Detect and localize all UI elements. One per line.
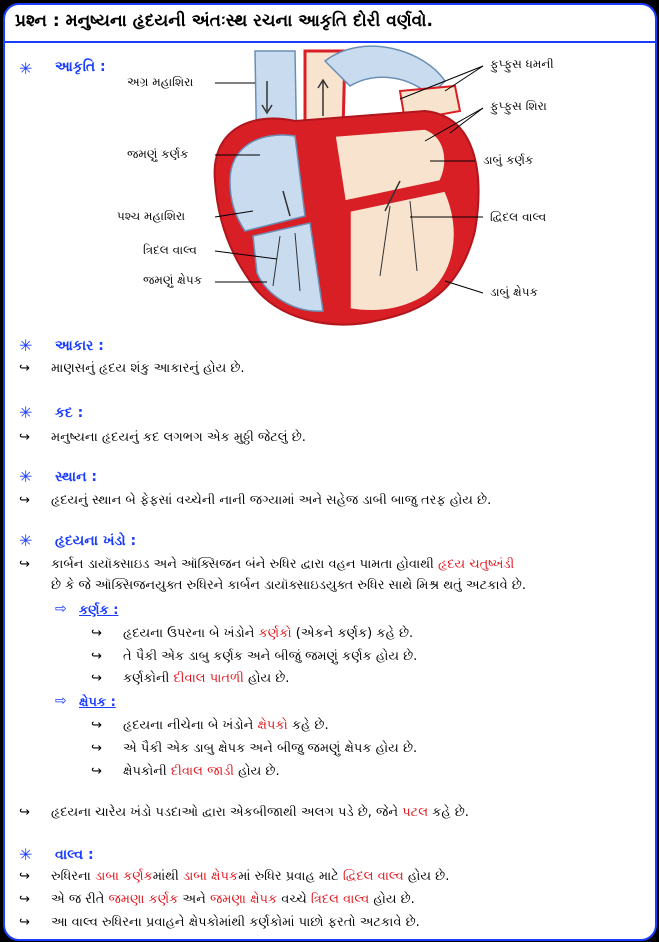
ventricles-subheading: ક્ષેપક : bbox=[79, 695, 116, 710]
valves-line-3: આ વાલ્વ રુધિરના પ્રવાહને ક્ષેપકોમાંથી કર્ણકોમાં પાછો ફરતો અટકાવે છે. bbox=[51, 915, 420, 930]
arrow-bullet-icon: ↪ bbox=[91, 741, 102, 756]
star-bullet-icon: ✳ bbox=[19, 403, 33, 422]
hand-pointer-icon: ⇨ bbox=[55, 601, 67, 617]
label-tricuspid-valve: ત્રિદલ વાલ્વ bbox=[143, 243, 197, 257]
label-pulmonary-vein: ફુપ્ફુસ શિરા bbox=[490, 99, 547, 113]
label-inferior-vena-cava: પશ્ચ મહાશિરા bbox=[117, 209, 186, 223]
valves-line-1: રુધિરના ડાબા કર્ણકમાંથી ડાબા ક્ષેપકમાં રુધિર પ્રવાહ માટે દ્વિદલ વાલ્વ હોય છે. bbox=[51, 869, 450, 884]
atria-line-2: તે પૈકી એક ડાબુ કર્ણક અને બીજું જમણું કર્ણક હોય છે. bbox=[123, 649, 418, 664]
arrow-bullet-icon: ↪ bbox=[19, 915, 30, 930]
document-page bbox=[3, 3, 657, 941]
chambers-intro-line-2: છે કે જે ઑક્સિજનયુક્ત રુધિરને કાર્બન ડાયૉક્સાઇડયુક્ત રુધિર સાથે મિશ્ર થતું અટકાવે છે. bbox=[51, 578, 526, 593]
atria-line-3: કર્ણકોની દીવાલ પાતળી હોય છે. bbox=[123, 671, 290, 686]
location-text: હૃદયનું સ્થાન બે ફેફસાં વચ્ચેની નાની જગ્યામાં અને સહેજ ડાબી બાજુ તરફ હોય છે. bbox=[51, 493, 492, 508]
figure-heading: આકૃતિ : bbox=[55, 59, 106, 75]
page-title: પ્રશ્ન : મનુષ્યના હૃદયની અંતઃસ્થ રચના આકૃતિ દોરી વર્ણવો. bbox=[15, 11, 433, 31]
star-bullet-icon: ✳ bbox=[19, 845, 33, 864]
ventricles-line-1: હૃદયના નીચેના બે ખંડોને ક્ષેપકો કહે છે. bbox=[123, 718, 329, 733]
arrow-bullet-icon: ↪ bbox=[19, 892, 30, 907]
arrow-bullet-icon: ↪ bbox=[19, 869, 30, 884]
arrow-bullet-icon: ↪ bbox=[91, 764, 102, 779]
star-bullet-icon: ✳ bbox=[19, 336, 33, 355]
star-bullet-icon: ✳ bbox=[19, 467, 33, 486]
arrow-bullet-icon: ↪ bbox=[91, 671, 102, 686]
size-text: મનુષ્યના હૃદયનું કદ લગભગ એક મુઠ્ઠી જેટલું છે. bbox=[51, 430, 306, 445]
hand-pointer-icon: ⇨ bbox=[55, 693, 67, 709]
arrow-bullet-icon: ↪ bbox=[19, 430, 30, 445]
arrow-bullet-icon: ↪ bbox=[91, 626, 102, 641]
atria-subheading: કર્ણક : bbox=[79, 603, 119, 618]
star-bullet-icon: ✳ bbox=[19, 531, 33, 550]
shape-heading: આકાર : bbox=[55, 338, 104, 354]
septum-line: હૃદયના ચારેય ખંડો પડદાઓ દ્વારા એકબીજાથી અલગ પડે છે, જેને પટલ કહે છે. bbox=[51, 805, 469, 820]
arrow-bullet-icon: ↪ bbox=[19, 361, 30, 376]
heart-diagram bbox=[5, 41, 655, 341]
ventricles-line-2: એ પૈકી એક ડાબુ ક્ષેપક અને બીજુ જમણું ક્ષેપક હોય છે. bbox=[123, 741, 418, 756]
star-bullet-icon: ✳ bbox=[19, 59, 33, 78]
chambers-intro-line-1: કાર્બન ડાયૉક્સાઇડ અને ઑક્સિજન બંને રુધિર દ્વારા વહન પામતા હોવાથી હૃદય ચતુષ્ખંડી bbox=[51, 557, 515, 572]
size-heading: કદ : bbox=[55, 405, 84, 421]
atria-line-1: હૃદયના ઉપરના બે ખંડોને કર્ણકો (એકને કર્ણક) કહે છે. bbox=[123, 626, 414, 641]
label-superior-vena-cava: અગ્ર મહાશિરા bbox=[127, 75, 194, 89]
shape-text: માણસનું હૃદય શંકુ આકારનું હોય છે. bbox=[51, 361, 245, 376]
label-pulmonary-artery: ફુપ્ફુસ ધમની bbox=[490, 57, 554, 71]
arrow-bullet-icon: ↪ bbox=[19, 557, 30, 572]
label-left-ventricle: ડાબું ક્ષેપક bbox=[490, 285, 538, 299]
label-mitral-valve: દ્વિદલ વાલ્વ bbox=[490, 210, 547, 224]
ventricles-line-3: ક્ષેપકોની દીવાલ જાડી હોય છે. bbox=[123, 764, 280, 779]
arrow-bullet-icon: ↪ bbox=[91, 718, 102, 733]
arrow-bullet-icon: ↪ bbox=[19, 493, 30, 508]
valves-line-2: એ જ રીતે જમણા કર્ણક અને જમણા ક્ષેપક વચ્ચે ત્રિદલ વાલ્વ હોય છે. bbox=[51, 892, 415, 907]
label-right-ventricle: જમણું ક્ષેપક bbox=[143, 273, 203, 287]
label-right-atrium: જમણું કર્ણક bbox=[127, 147, 189, 161]
label-left-atrium: ડાબું કર્ણક bbox=[483, 153, 534, 167]
highlight-four-chambered: હૃદય ચતુષ્ખંડી bbox=[437, 557, 515, 572]
chambers-heading: હૃદયના ખંડો : bbox=[55, 533, 137, 549]
arrow-bullet-icon: ↪ bbox=[91, 649, 102, 664]
arrow-bullet-icon: ↪ bbox=[19, 805, 30, 820]
valves-heading: વાલ્વ : bbox=[55, 847, 94, 863]
location-heading: સ્થાન : bbox=[55, 469, 98, 485]
